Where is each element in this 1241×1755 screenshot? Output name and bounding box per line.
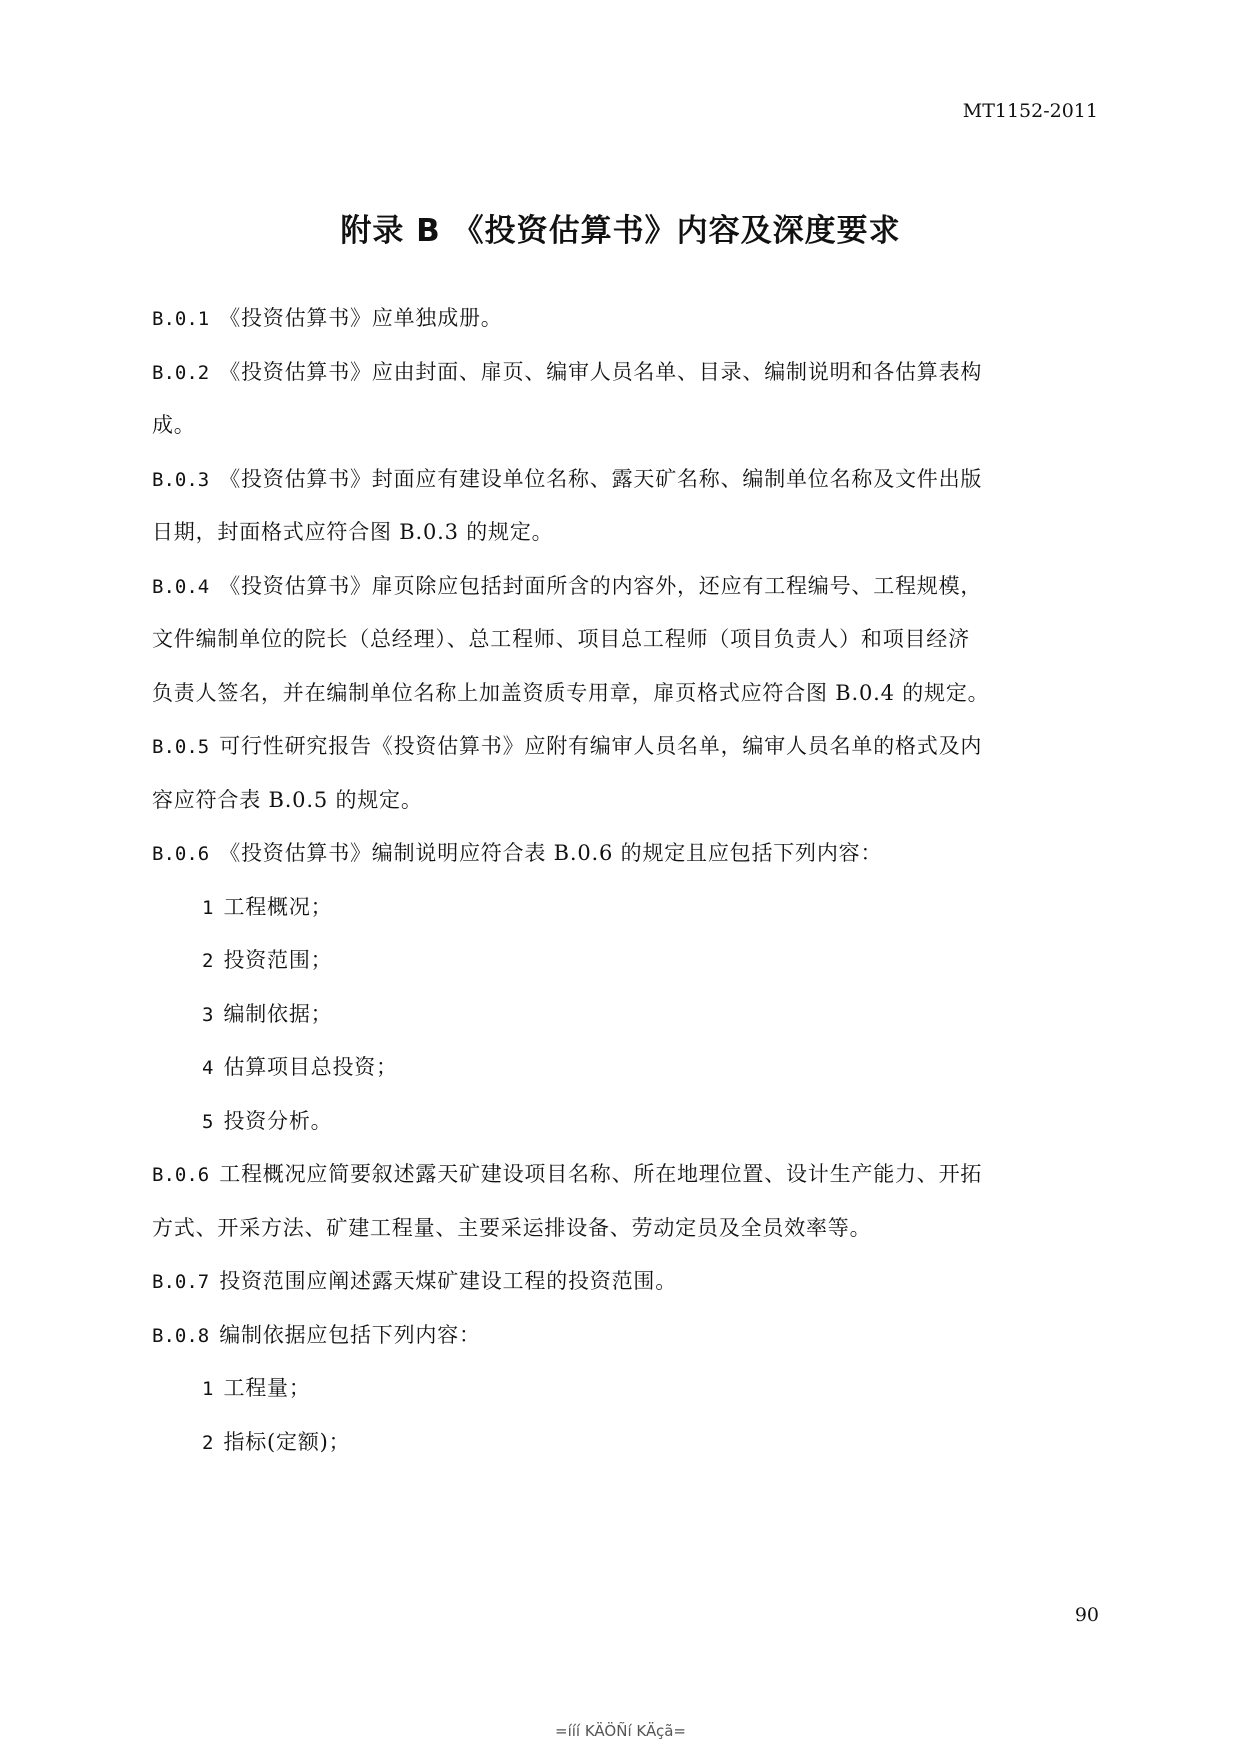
clause-text: 可行性研究报告《投资估算书》应附有编审人员名单，编审人员名单的格式及内 [219, 734, 983, 758]
clause-number: B.0.6 [152, 1164, 210, 1186]
clause-number: B.0.7 [152, 1271, 210, 1293]
footer-watermark: =ííí KÄÖÑí KÄçã= [555, 1722, 686, 1740]
clause-text: 《投资估算书》封面应有建设单位名称、露天矿名称、编制单位名称及文件出版 [219, 466, 983, 491]
clause-number: B.0.2 [152, 361, 210, 384]
clause-text: 编制依据应包括下列内容： [219, 1322, 481, 1347]
list-item [152, 1054, 1094, 1080]
list-item [152, 894, 1094, 920]
clause-number: B.0.3 [152, 468, 210, 491]
clause-number: B.0.4 [152, 575, 210, 598]
clause [152, 305, 1094, 331]
document-code: MT1152-2011 [962, 100, 1098, 122]
clause-number: B.0.6 [152, 843, 210, 865]
clause [152, 840, 1094, 866]
clause-text: 编制依据； [223, 1001, 333, 1026]
list-item-number: 4 [202, 1057, 214, 1079]
list-item-number: 3 [202, 1003, 214, 1026]
clause-text: 投资范围； [223, 948, 333, 972]
clause [152, 733, 1094, 759]
clause-continuation [152, 412, 1094, 438]
list-item-number: 2 [202, 1431, 214, 1454]
document-body [152, 305, 1094, 1482]
clause-continuation [152, 519, 1094, 545]
list-item [152, 947, 1094, 973]
clause-text: 成。 [152, 413, 196, 437]
clause-continuation [152, 680, 1094, 706]
clause-text: 投资范围应阐述露天煤矿建设工程的投资范围。 [219, 1269, 678, 1293]
clause-continuation [152, 626, 1094, 652]
clause-number: B.0.5 [152, 736, 210, 758]
list-item-number: 2 [202, 950, 214, 972]
page-number: 90 [1074, 1604, 1099, 1626]
clause [152, 573, 1094, 599]
clause [152, 466, 1094, 492]
list-item [152, 1108, 1094, 1134]
list-item-number: 1 [202, 896, 214, 919]
list-item [152, 1001, 1094, 1027]
list-item [152, 1429, 1094, 1455]
clause-text: 日期，封面格式应符合图 B.0.3 的规定。 [152, 520, 554, 544]
clause [152, 1161, 1094, 1187]
clause-continuation [152, 1215, 1094, 1241]
clause-text: 《投资估算书》扉页除应包括封面所含的内容外，还应有工程编号、工程规模， [219, 573, 983, 598]
clause-text: 负责人签名，并在编制单位名称上加盖资质专用章，扉页格式应符合图 B.0.4 的规定。 [152, 680, 990, 705]
clause-text: 工程量； [223, 1376, 311, 1400]
clause-text: 《投资估算书》编制说明应符合表 B.0.6 的规定且应包括下列内容： [219, 841, 883, 865]
clause-continuation [152, 787, 1094, 813]
clause-text: 《投资估算书》应由封面、扉页、编审人员名单、目录、编制说明和各估算表构 [219, 359, 983, 384]
clause [152, 1268, 1094, 1294]
clause-text: 容应符合表 B.0.5 的规定。 [152, 787, 423, 812]
clause-text: 《投资估算书》应单独成册。 [219, 306, 503, 330]
clause-text: 工程概况应简要叙述露天矿建设项目名称、所在地理位置、设计生产能力、开拓 [219, 1162, 983, 1186]
clause-text: 文件编制单位的院长（总经理）、总工程师、项目总工程师（项目负责人）和项目经济 [152, 627, 970, 651]
clause [152, 1322, 1094, 1348]
clause-number: B.0.8 [152, 1324, 210, 1347]
list-item [152, 1375, 1094, 1401]
clause-text: 估算项目总投资； [223, 1055, 398, 1079]
list-item-number: 1 [202, 1378, 214, 1400]
clause-number: B.0.1 [152, 308, 210, 330]
list-item-number: 5 [202, 1110, 214, 1133]
clause-text: 工程概况； [223, 894, 333, 919]
clause-text: 方式、开采方法、矿建工程量、主要采运排设备、劳动定员及全员效率等。 [152, 1215, 872, 1240]
clause-text: 投资分析。 [223, 1108, 333, 1133]
appendix-title: 附录 B 《投资估算书》内容及深度要求 [340, 213, 901, 249]
clause [152, 359, 1094, 385]
clause-text: 指标(定额)； [223, 1429, 351, 1454]
